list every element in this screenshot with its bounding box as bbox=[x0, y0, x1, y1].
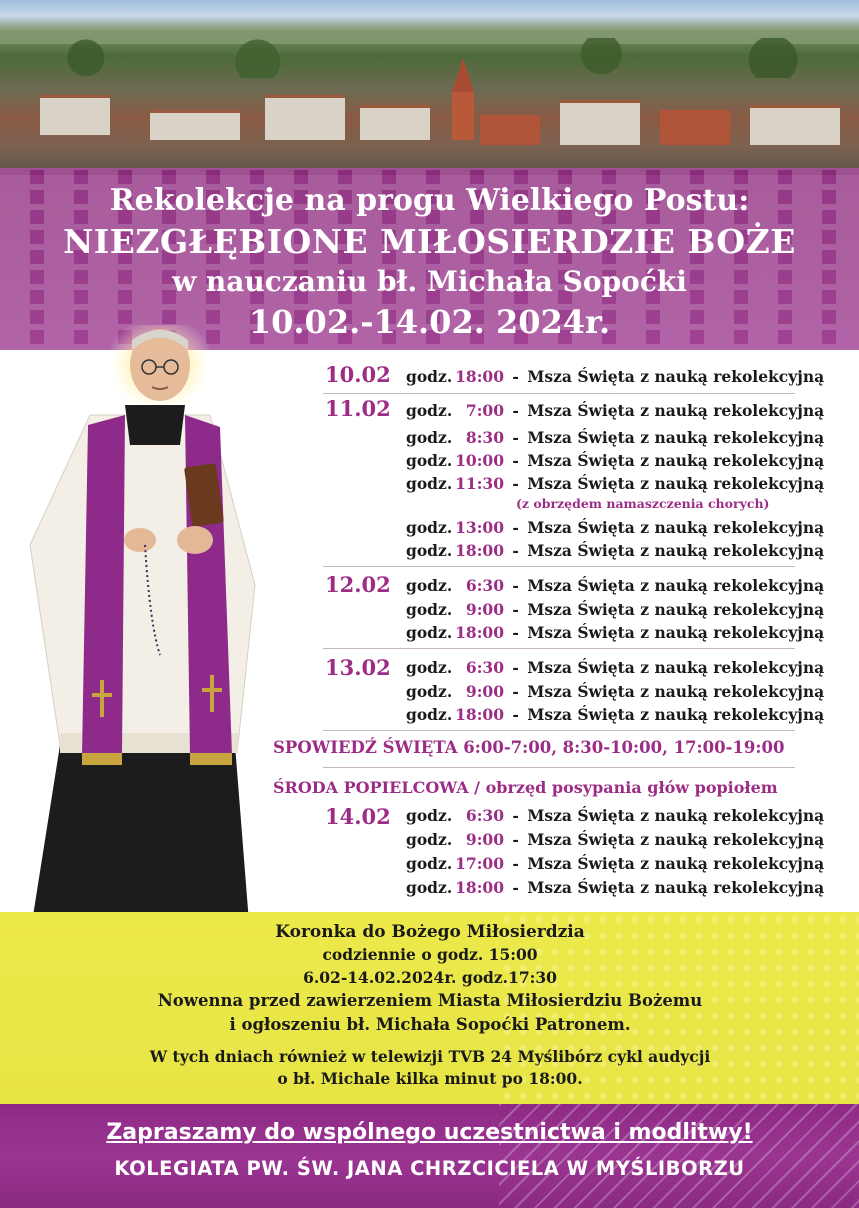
schedule-row: godz. 9:00 - Msza Święta z nauką rekolekcyjną bbox=[406, 600, 825, 619]
header-title-line-2: NIEZGŁĘBIONE MIŁOSIERDZIE BOŻE bbox=[63, 222, 796, 261]
novena-line-1: Nowenna przed zawierzeniem Miasta Miłosierdziu Bożemu bbox=[157, 991, 703, 1010]
schedule-row: godz. 9:00 - Msza Święta z nauką rekolekcyjną bbox=[406, 682, 825, 701]
novena-line-2: i ogłoszeniu bł. Michała Sopoćki Patronem. bbox=[229, 1015, 631, 1034]
divider bbox=[323, 566, 795, 567]
schedule-row: godz. 8:30 - Msza Święta z nauką rekolekcyjną bbox=[406, 428, 825, 447]
schedule-row: godz. 18:00 - Msza Święta z nauką rekolekcyjną bbox=[406, 541, 825, 560]
city-aerial-photo bbox=[0, 0, 859, 175]
header-dates: 10.02.-14.02. 2024r. bbox=[248, 303, 611, 341]
confession-hours: SPOWIEDŹ ŚWIĘTA 6:00-7:00, 8:30-10:00, 17:00-19:00 bbox=[273, 738, 785, 757]
schedule-row: godz. 17:00 - Msza Święta z nauką rekolekcyjną bbox=[406, 854, 825, 873]
schedule-row: godz. 18:00 - Msza Święta z nauką rekolekcyjną bbox=[406, 705, 825, 724]
invitation-text: Zapraszamy do wspólnego uczestnictwa i modlitwy! bbox=[106, 1120, 753, 1145]
divider bbox=[323, 767, 795, 768]
ash-wednesday-heading: ŚRODA POPIELCOWA / obrzęd posypania głów popiołem bbox=[273, 778, 778, 797]
schedule-row: godz. 6:30 - Msza Święta z nauką rekolekcyjną bbox=[406, 576, 825, 595]
divider bbox=[323, 648, 795, 649]
chaplet-daily: codziennie o godz. 15:00 bbox=[322, 945, 538, 964]
tv-line-2: o bł. Michale kilka minut po 18:00. bbox=[277, 1069, 583, 1088]
divider bbox=[323, 393, 795, 394]
date-label: 11.02 bbox=[325, 396, 391, 421]
date-label: 14.02 bbox=[325, 804, 391, 829]
schedule-row: godz. 6:30 - Msza Święta z nauką rekolekcyjną bbox=[406, 806, 825, 825]
tv-line-1: W tych dniach również w telewizji TVB 24 Myślibórz cykl audycji bbox=[149, 1047, 711, 1066]
schedule-row: godz. 6:30 - Msza Święta z nauką rekolekcyjną bbox=[406, 658, 825, 677]
date-label: 12.02 bbox=[325, 572, 391, 597]
schedule-row: godz. 18:00 - Msza Święta z nauką rekolekcyjną bbox=[406, 878, 825, 897]
schedule-row: godz. 7:00 - Msza Święta z nauką rekolekcyjną bbox=[406, 401, 825, 420]
header-title-line-3: w nauczaniu bł. Michała Sopoćki bbox=[172, 265, 687, 298]
schedule-row: godz. 18:00 - Msza Święta z nauką rekolekcyjną bbox=[406, 367, 825, 386]
priest-portrait bbox=[20, 325, 270, 975]
church-name: KOLEGIATA PW. ŚW. JANA CHRZCICIELA W MYŚLIBORZU bbox=[114, 1157, 745, 1180]
divider bbox=[323, 730, 795, 731]
date-label: 13.02 bbox=[325, 655, 391, 680]
schedule-row: godz. 18:00 - Msza Święta z nauką rekolekcyjną bbox=[406, 623, 825, 642]
anointing-note: (z obrzędem namaszczenia chorych) bbox=[516, 496, 770, 511]
schedule-row: godz. 13:00 - Msza Święta z nauką rekolekcyjną bbox=[406, 518, 825, 537]
schedule-row: godz. 9:00 - Msza Święta z nauką rekolekcyjną bbox=[406, 830, 825, 849]
novena-dates: 6.02-14.02.2024r. godz.17:30 bbox=[303, 968, 557, 987]
schedule-row: godz. 10:00 - Msza Święta z nauką rekolekcyjną bbox=[406, 451, 825, 470]
header-title-line-1: Rekolekcje na progu Wielkiego Postu: bbox=[109, 183, 750, 218]
date-label: 10.02 bbox=[325, 362, 391, 387]
schedule-row: godz. 11:30 - Msza Święta z nauką rekolekcyjną bbox=[406, 474, 825, 493]
chaplet-title: Koronka do Bożego Miłosierdzia bbox=[275, 922, 585, 942]
